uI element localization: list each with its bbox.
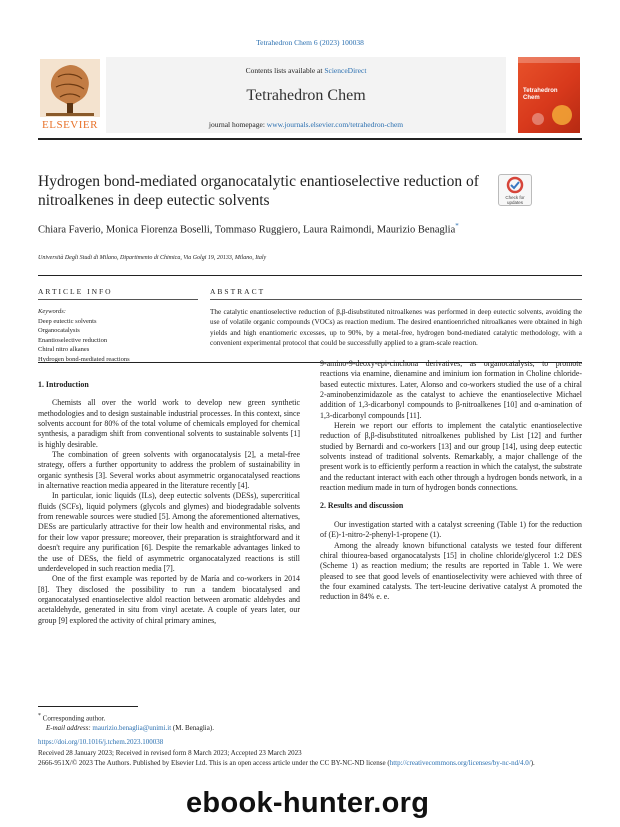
contents-line xyxy=(106,66,506,75)
abstract-heading: ABSTRACT xyxy=(210,287,266,296)
footnote-mark: * xyxy=(38,713,41,719)
paragraph: 9-amino-9-deoxy-epi-cinchona derivatives, as organocatalysts, to promote reactions via enamine, dienamine and iminium ion formation in Choline chloride-based eutectic mixtures. Later, Alonso and co-workers studied the use of a chiral 2-aminobenzimidazole as the catalyst to achieve the enantioselective Michael addition of 1,3-dicarbonyl compounds to β-nitroalkenes [10] and α-amination of 1,3-dicarbonyl compounds [11]. xyxy=(320,359,582,420)
publisher-name: ELSEVIER xyxy=(42,119,98,131)
authors-text: Chiara Faverio, Monica Fiorenza Boselli, Tommaso Ruggiero, Laura Raimondi, Maurizio Benaglia xyxy=(38,224,456,236)
footnote xyxy=(38,711,338,733)
journal-homepage-link[interactable]: www.journals.elsevier.com/tetrahedron-chem xyxy=(266,120,404,129)
abstract-text: The catalytic enantioselective reduction of β,β-disubstituted nitroalkenes was performed in deep eutectic solvents, avoiding the use of volatile organic compounds (VOCs) as reaction medium. The desired enantioenriched nitroalkanes were obtained in high yields and high enantiomeric excesses, up to 90%, by a metal-free, hydrogen bond-mediated catalytic methodology, with a convenient experimental protocol that could be successfully applied to a gram-scale reaction. xyxy=(210,308,582,347)
check-updates-label: Check for updates xyxy=(505,195,525,205)
section-heading-results: 2. Results and discussion xyxy=(320,501,404,511)
contents-prefix: Contents lists available at xyxy=(245,66,325,75)
keyword-item: Organocatalysis xyxy=(38,327,80,334)
paragraph: One of the first example was reported by de María and co-workers in 2014 [8]. They disclosed the possibility to run a tandem biocatalysed and organocatalysed enantioselective aldol reaction between aromatic aldehydes and acetaldehyde, generated in situ from vinyl acetate. A couple of years later, our group [9] explored the activity of chiral primary amines, xyxy=(38,574,300,625)
journal-citation[interactable]: Tetrahedron Chem 6 (2023) 100038 xyxy=(256,38,364,47)
body-column-left xyxy=(38,380,300,626)
sciencedirect-link[interactable]: ScienceDirect xyxy=(324,66,367,75)
section-heading-introduction: 1. Introduction xyxy=(38,380,89,389)
homepage-line xyxy=(106,120,506,129)
footnote-divider xyxy=(38,706,138,707)
affiliation: Università Degli Studi di Milano, Dipartimento di Chimica, Via Golgi 19, 20133, Milano, Italy xyxy=(38,255,267,261)
paragraph: Our investigation started with a catalyst screening (Table 1) for the reduction of (E)-1-nitro-2-phenyl-1-propene (1). xyxy=(320,519,582,540)
doi-link[interactable]: https://doi.org/10.1016/j.tchem.2023.100038 xyxy=(38,738,164,746)
paragraph: The combination of green solvents with organocatalysis [2], a metal-free strategy, offers a further opportunity to address the problem of sustainability in organic synthesis [3]. Several works about asymmetric organocatalysed reactions in alternative reaction media appeared in the literature recently [4]. xyxy=(38,450,300,491)
watermark-text: ebook-hunter.org xyxy=(186,787,430,819)
cover-title xyxy=(523,88,558,102)
homepage-prefix: journal homepage: xyxy=(208,120,267,129)
check-updates-icon xyxy=(499,175,531,195)
header-divider xyxy=(38,138,582,140)
divider xyxy=(38,299,198,300)
email-suffix: (M. Benaglia). xyxy=(171,724,214,733)
license-link[interactable]: http://creativecommons.org/licenses/by-nc-nd/4.0/ xyxy=(389,759,531,767)
corresponding-author-mark[interactable]: * xyxy=(455,222,459,230)
divider xyxy=(38,275,582,276)
license-line xyxy=(38,759,582,769)
author-list xyxy=(38,219,468,238)
corresponding-label: Corresponding author. xyxy=(42,714,106,723)
license-prefix: 2666-951X/© 2023 The Authors. Published by Elsevier Ltd. This is an open access article under the CC BY-NC-ND license ( xyxy=(38,759,390,767)
paragraph: Chemists all over the world work to develop new green synthetic methodologies and to design sustainable industrial processes. In this context, since solvents account for 80% of the total volume of chemicals employed for chemical synthesis, a paradigm shift from conventional solvents to sustainable solvents [1] is highly desirable. xyxy=(38,398,300,449)
article-info-heading: ARTICLE INFO xyxy=(38,287,113,296)
email-link[interactable]: maurizio.benaglia@unimi.it xyxy=(92,724,172,733)
cover-title-line1: Tetrahedron xyxy=(523,88,558,94)
divider xyxy=(210,299,582,300)
journal-title: Tetrahedron Chem xyxy=(246,87,366,104)
keyword-item: Hydrogen bond-mediated reactions xyxy=(38,355,130,363)
keywords-label: Keywords: xyxy=(38,308,66,315)
elsevier-logo xyxy=(38,57,102,133)
corresponding-note xyxy=(38,711,338,723)
keyword-item: Chiral nitro alkanes xyxy=(38,346,90,353)
paper-title: Hydrogen bond-mediated organocatalytic enantioselective reduction of nitroalkenes in deep eutectic solvents xyxy=(38,173,479,209)
keyword-item: Enantioselective reduction xyxy=(38,336,108,344)
paragraph: Among the already known bifunctional catalysts we tested four different chiral thiourea-based organocatalysts [15] in choline chloride/glycerol 1:2 DES (Scheme 1) as reaction medium; the results are reported in Table 1. We were pleased to see that good levels of enantioselectivity were achieved with three of the four examined catalysts. The tert-leucine derivative catalyst A promoted the reduction in 84% e. e. xyxy=(320,540,582,602)
keyword-item: Deep eutectic solvents xyxy=(38,317,97,325)
email-label: E-mail address: xyxy=(46,724,93,733)
email-line xyxy=(38,723,338,733)
paragraph: Herein we report our efforts to implement the catalytic enantioselective reduction of β,β-disubstituted nitroalkenes published by List [12] and further studied by Bernardi and co-workers [13] and our group [14], using deep eutectic solvents instead of traditional solvents. Remarkably, a major challenge of the present work is to efficiently perform a reaction in which the catalyst, the substrate and the reductant interact with each other through a hydrogen bonds network, in a reaction medium made in turn of hydrogen bonds connections. xyxy=(320,421,582,493)
paragraph: In particular, ionic liquids (ILs), deep eutectic solvents (DESs), supercritical fluids (SCFs), liquid polymers (glycols and glymes) and biodegradable solvents from renewable sources were studied [5]. Among the aforementioned alternatives, DESs are particularly attractive for their low health and environmental risks, and for their low vapor pressure; moreover, their preparation is straightforward and it doesn't require any purification [6]. Despite the remarkable advantages linked to the use of DESs, the field of asymmetric organocatalyzed reactions is still underdeveloped in such reaction media [7]. xyxy=(38,491,300,573)
keywords-block xyxy=(38,307,198,364)
cover-title-line2: Chem xyxy=(523,95,540,101)
body-column-right xyxy=(320,359,582,603)
received-dates: Received 28 January 2023; Received in revised form 8 March 2023; Accepted 23 March 2023 xyxy=(38,749,302,757)
license-suffix: ). xyxy=(530,759,535,767)
